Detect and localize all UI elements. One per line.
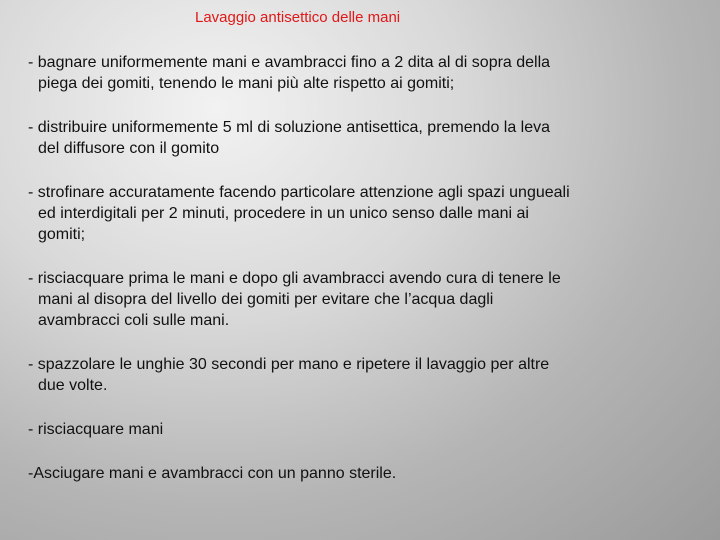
- list-item-7: -Asciugare mani e avambracci con un panno sterile.: [28, 465, 397, 482]
- slide-title: Lavaggio antisettico delle mani: [195, 9, 401, 26]
- list-item-5: - spazzolare le unghie 30 secondi per mano e ripetere il lavaggio per altre due volte.: [28, 356, 550, 394]
- instruction-list: [28, 52, 668, 484]
- list-item-2: - distribuire uniformemente 5 ml di soluzione antisettica, premendo la leva del diffusore con il gomito: [28, 119, 551, 157]
- list-item-3: - strofinare accuratamente facendo particolare attenzione agli spazi ungueali ed interdigitali per 2 minuti, procedere in un unico senso dalle mani ai gomiti;: [28, 184, 570, 243]
- list-item-6: - risciacquare mani: [28, 421, 164, 438]
- list-item-4: - risciacquare prima le mani e dopo gli avambracci avendo cura di tenere le mani al disopra del livello dei gomiti per evitare che l’acqua dagli avambracci coli sulle mani.: [28, 270, 561, 329]
- list-item-1: - bagnare uniformemente mani e avambracci fino a 2 dita al di sopra della piega dei gomiti, tenendo le mani più alte rispetto ai gomiti;: [28, 54, 551, 92]
